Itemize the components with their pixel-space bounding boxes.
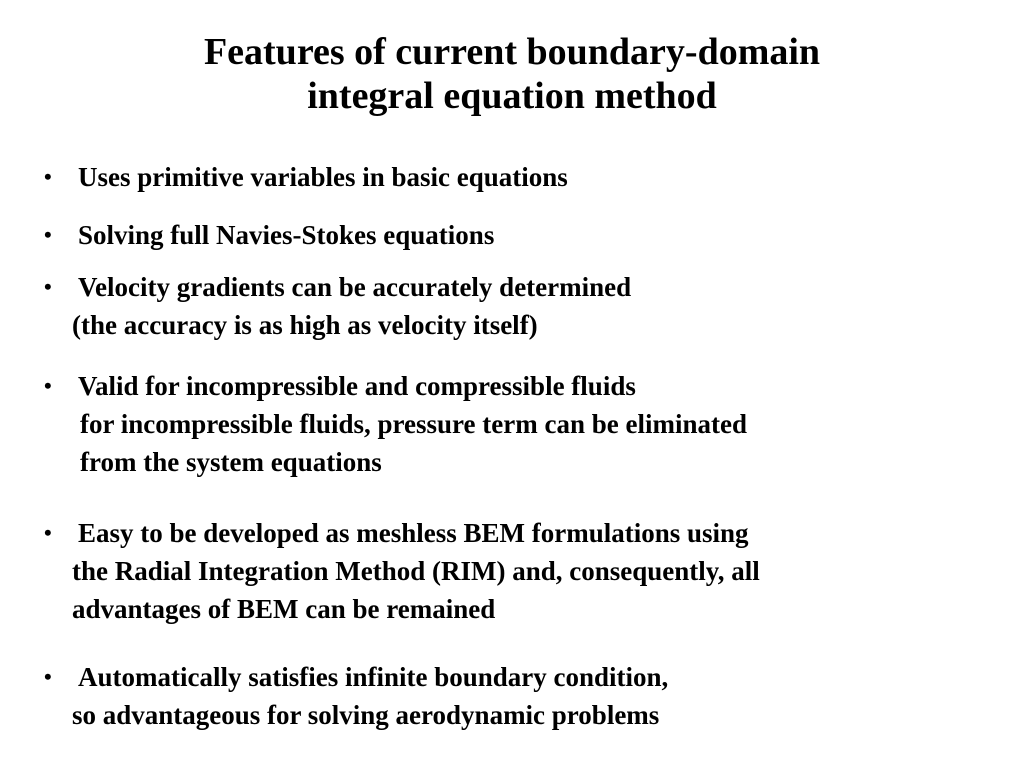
bullet-line: Uses primitive variables in basic equations (78, 162, 568, 192)
bullet-navier-stokes (44, 216, 494, 254)
bullet-marker: • (44, 664, 52, 689)
bullet-marker: • (44, 520, 52, 545)
bullet-line: the Radial Integration Method (RIM) and, consequently, all (72, 556, 760, 586)
bullet-line: Valid for incompressible and compressible fluids (78, 371, 636, 401)
bullet-line: so advantageous for solving aerodynamic problems (72, 700, 660, 730)
bullet-meshless-bem (44, 514, 760, 628)
bullet-infinite-boundary (44, 658, 668, 734)
title-line-1: Features of current boundary-domain (203, 31, 821, 73)
bullet-marker: • (44, 222, 52, 247)
bullet-line: for incompressible fluids, pressure term can be eliminated (80, 409, 747, 439)
bullet-marker: • (44, 164, 52, 189)
bullet-marker: • (44, 274, 52, 299)
bullet-line: Easy to be developed as meshless BEM formulations using (78, 518, 749, 548)
bullet-marker: • (44, 373, 52, 398)
bullet-velocity-gradients (44, 268, 631, 344)
bullet-line: from the system equations (80, 447, 382, 477)
bullet-line: Solving full Navies-Stokes equations (78, 220, 495, 250)
slide-title (0, 30, 1024, 118)
bullet-line: Automatically satisfies infinite boundary condition, (78, 662, 669, 692)
bullet-primitive-variables (44, 158, 568, 196)
title-line-2: integral equation method (307, 75, 717, 117)
bullet-fluid-validity (44, 367, 747, 481)
bullet-line: (the accuracy is as high as velocity itself) (72, 310, 538, 340)
bullet-line: Velocity gradients can be accurately determined (78, 272, 632, 302)
bullet-line: advantages of BEM can be remained (72, 594, 496, 624)
